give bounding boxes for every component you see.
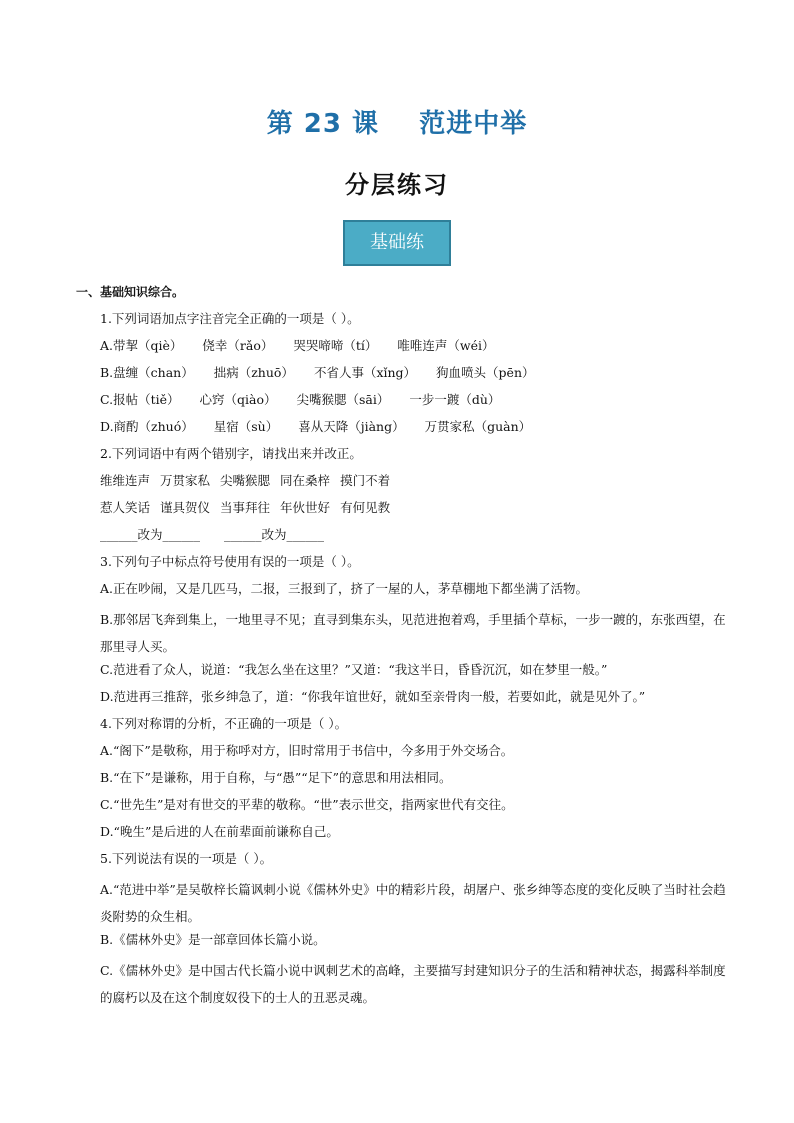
word-item: 尖嘴猴腮 xyxy=(220,473,271,488)
option-item: 星宿（sù） xyxy=(213,419,279,434)
question-1-option-c xyxy=(76,390,726,417)
level-badge: 基础练 xyxy=(343,220,451,266)
option-item: A.带挈（qiè） xyxy=(100,338,183,353)
word-item: 谨具贺仪 xyxy=(160,500,211,515)
word-item: 维维连声 xyxy=(100,473,151,488)
option-item: 万贯家私（guàn） xyxy=(424,419,532,434)
option-item: 尖嘴猴腮（sāi） xyxy=(296,392,390,407)
option-item: 喜从天降（jiàng） xyxy=(298,419,405,434)
question-5-stem: 5.下列说法有误的一项是（ ）。 xyxy=(100,851,273,866)
question-4-option-d: D.“晚生”是后进的人在前辈面前谦称自己。 xyxy=(100,824,339,839)
question-1-option-d xyxy=(76,417,726,444)
page-title: 第 23 课 范进中举 xyxy=(266,109,528,139)
question-4-stem: 4.下列对称谓的分析，不正确的一项是（ ）。 xyxy=(100,716,348,731)
word-item: 年伙世好 xyxy=(280,500,331,515)
option-item: 侥幸（rǎo） xyxy=(202,338,274,353)
word-item: 当事拜往 xyxy=(220,500,271,515)
option-item: 狗血喷头（pēn） xyxy=(436,365,535,380)
question-1-stem: 1.下列词语加点字注音完全正确的一项是（ ）。 xyxy=(100,311,360,326)
question-4-option-a: A.“阁下”是敬称，用于称呼对方，旧时常用于书信中，今多用于外交场合。 xyxy=(100,743,514,758)
question-2-words-row-1 xyxy=(76,471,726,498)
word-item: 摸门不着 xyxy=(340,473,391,488)
question-3-stem: 3.下列句子中标点符号使用有误的一项是（ ）。 xyxy=(100,554,360,569)
question-1-option-b xyxy=(76,363,726,390)
option-item: D.商酌（zhuó） xyxy=(100,419,194,434)
question-5-option-b: B.《儒林外史》是一部章回体长篇小说。 xyxy=(100,932,326,947)
question-4-option-b: B.“在下”是谦称，用于自称，与“愚”“足下”的意思和用法相同。 xyxy=(100,770,452,785)
option-item: 唯唯连声（wéi） xyxy=(397,338,495,353)
exercise-content xyxy=(76,282,726,1011)
question-3-option-b: B.那邻居飞奔到集上，一地里寻不见；直寻到集东头，见范进抱着鸡，手里插个草标，一步一踱的，东张西望，在那里寻人买。 xyxy=(100,612,726,654)
answer-blank: ______改为______ xyxy=(224,527,325,542)
option-item: 一步一踱（dù） xyxy=(409,392,501,407)
answer-blank: ______改为______ xyxy=(100,527,201,542)
word-item: 万贯家私 xyxy=(160,473,211,488)
section-heading: 一、基础知识综合。 xyxy=(76,285,185,299)
question-2-words-row-2 xyxy=(76,498,726,525)
question-5-option-c: C.《儒林外史》是中国古代长篇小说中讽刺艺术的高峰，主要描写封建知识分子的生活和精神状态，揭露科举制度的腐朽以及在这个制度奴役下的士人的丑恶灵魂。 xyxy=(100,963,726,1005)
question-3-option-c: C.范进看了众人，说道：“我怎么坐在这里？”又道：“我这半日，昏昏沉沉，如在梦里一般。” xyxy=(100,662,608,677)
option-item: B.盘缠（chan） xyxy=(100,365,194,380)
page-subtitle: 分层练习 xyxy=(345,171,449,199)
question-2-answer-blanks xyxy=(76,525,726,552)
option-item: C.报帖（tiě） xyxy=(100,392,180,407)
word-item: 有何见教 xyxy=(340,500,391,515)
option-item: 拙病（zhuō） xyxy=(213,365,294,380)
question-4-option-c: C.“世先生”是对有世交的平辈的敬称。“世”表示世交，指两家世代有交往。 xyxy=(100,797,514,812)
option-item: 哭哭啼啼（tí） xyxy=(293,338,378,353)
option-item: 不省人事（xǐng） xyxy=(313,365,417,380)
question-3-option-a: A.正在吵闹，又是几匹马，二报，三报到了，挤了一屋的人，茅草棚地下都坐满了活物。 xyxy=(100,581,589,596)
word-item: 同在桑梓 xyxy=(280,473,331,488)
question-5-option-a: A.“范进中举”是吴敬梓长篇讽刺小说《儒林外史》中的精彩片段，胡屠户、张乡绅等态度的变化反映了当时社会趋炎附势的众生相。 xyxy=(100,882,726,924)
question-2-stem: 2.下列词语中有两个错别字，请找出来并改正。 xyxy=(100,446,362,461)
question-3-option-d: D.范进再三推辞，张乡绅急了，道：“你我年谊世好，就如至亲骨肉一般，若要如此，就是见外了。” xyxy=(100,689,646,704)
word-item: 惹人笑话 xyxy=(100,500,151,515)
question-1-option-a xyxy=(76,336,726,363)
option-item: 心窍（qiào） xyxy=(199,392,277,407)
